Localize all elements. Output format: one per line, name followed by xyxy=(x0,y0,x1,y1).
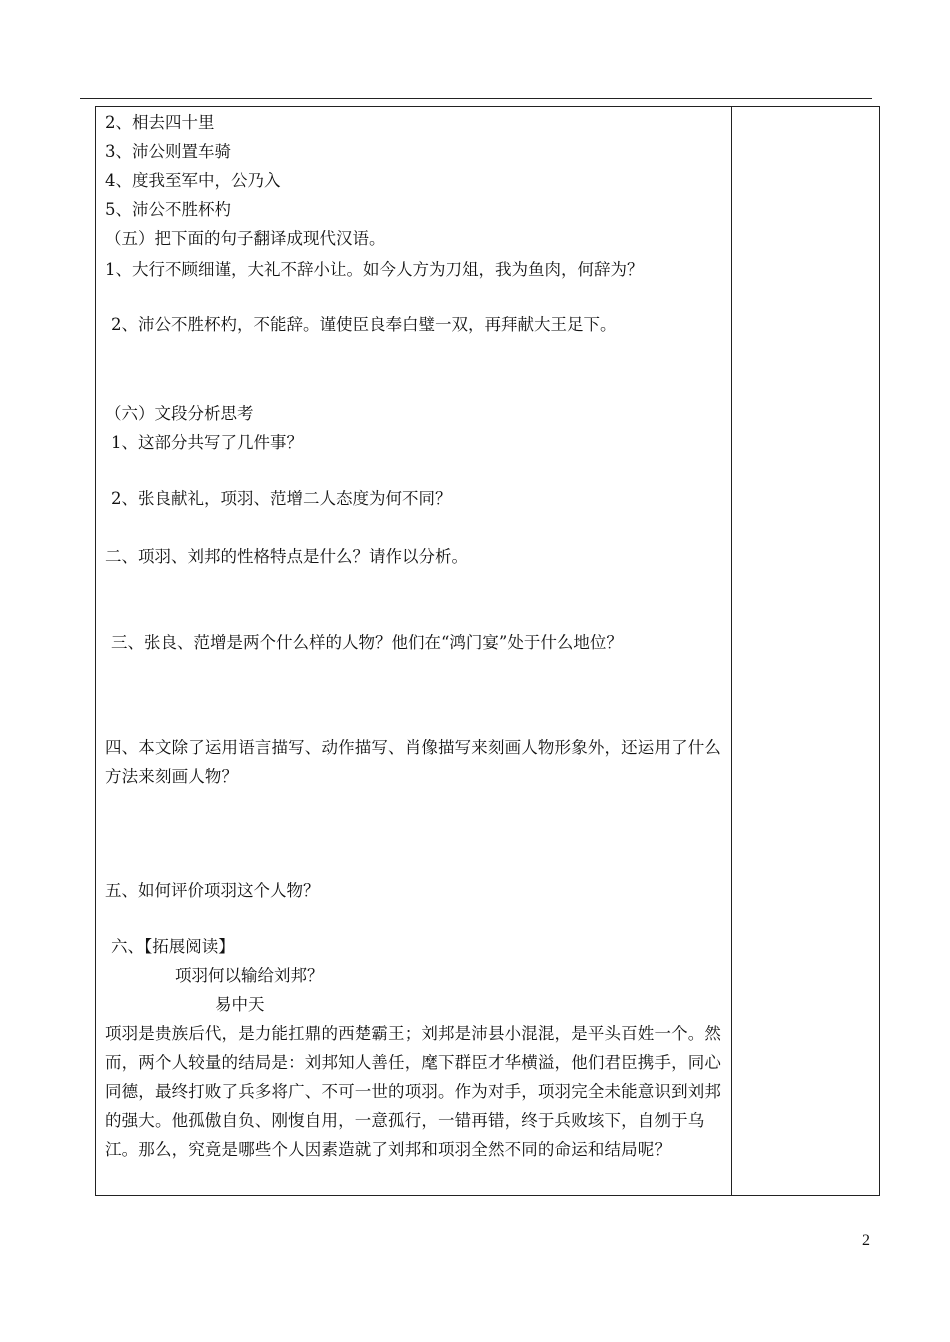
header-rule xyxy=(80,98,872,99)
question-text: 三、张良、范增是两个什么样的人物？他们在“鸿门宴”处于什么地位？ xyxy=(111,633,623,652)
list-item: 3、沛公则置车骑 xyxy=(105,142,231,161)
section-heading: 六、【拓展阅读】 xyxy=(111,937,235,956)
question-text: 2、张良献礼，项羽、范增二人态度为何不同？ xyxy=(111,489,452,508)
list-item: 4、度我至军中，公乃入 xyxy=(105,171,281,190)
question-text: 四、本文除了运用语言描写、动作描写、肖像描写来刻画人物形象外，还运用了什么方法来刻画人物？ xyxy=(105,738,722,786)
question-text: 1、这部分共写了几件事？ xyxy=(111,433,303,452)
table-content-cell xyxy=(105,108,725,1164)
list-item: 5、沛公不胜杯杓 xyxy=(105,200,231,219)
list-item: 2、相去四十里 xyxy=(105,113,215,132)
question-text: 2、沛公不胜杯杓，不能辞。谨使臣良奉白璧一双，再拜献大王足下。 xyxy=(111,315,617,334)
question-text: 二、项羽、刘邦的性格特点是什么？请作以分析。 xyxy=(105,547,468,566)
table-column-divider xyxy=(731,106,732,1196)
question-text: 1、大行不顾细谨，大礼不辞小让。如今人方为刀俎，我为鱼肉，何辞为？ xyxy=(105,260,644,279)
page-number: 2 xyxy=(862,1232,870,1249)
question-text: 五、如何评价项羽这个人物？ xyxy=(105,881,320,900)
section-heading: （五）把下面的句子翻译成现代汉语。 xyxy=(105,229,386,248)
article-title: 项羽何以输给刘邦？ xyxy=(175,966,324,985)
article-author: 易中天 xyxy=(215,995,265,1014)
section-heading: （六）文段分析思考 xyxy=(105,404,254,423)
article-body: 项羽是贵族后代，是力能扛鼎的西楚霸王；刘邦是沛县小混混，是平头百姓一个。然而，两个人较量的结局是：刘邦知人善任，麾下群臣才华横溢，他们君臣携手，同心同德，最终打败了兵多将广、不可一世的项羽。作为对手，项羽完全未能意识到刘邦的强大。他孤傲自负、刚愎自用，一意孤行，一错再错，终于兵败垓下，自刎于乌江。那么，究竟是哪些个人因素造就了刘邦和项羽全然不同的命运和结局呢？ xyxy=(105,1024,722,1159)
